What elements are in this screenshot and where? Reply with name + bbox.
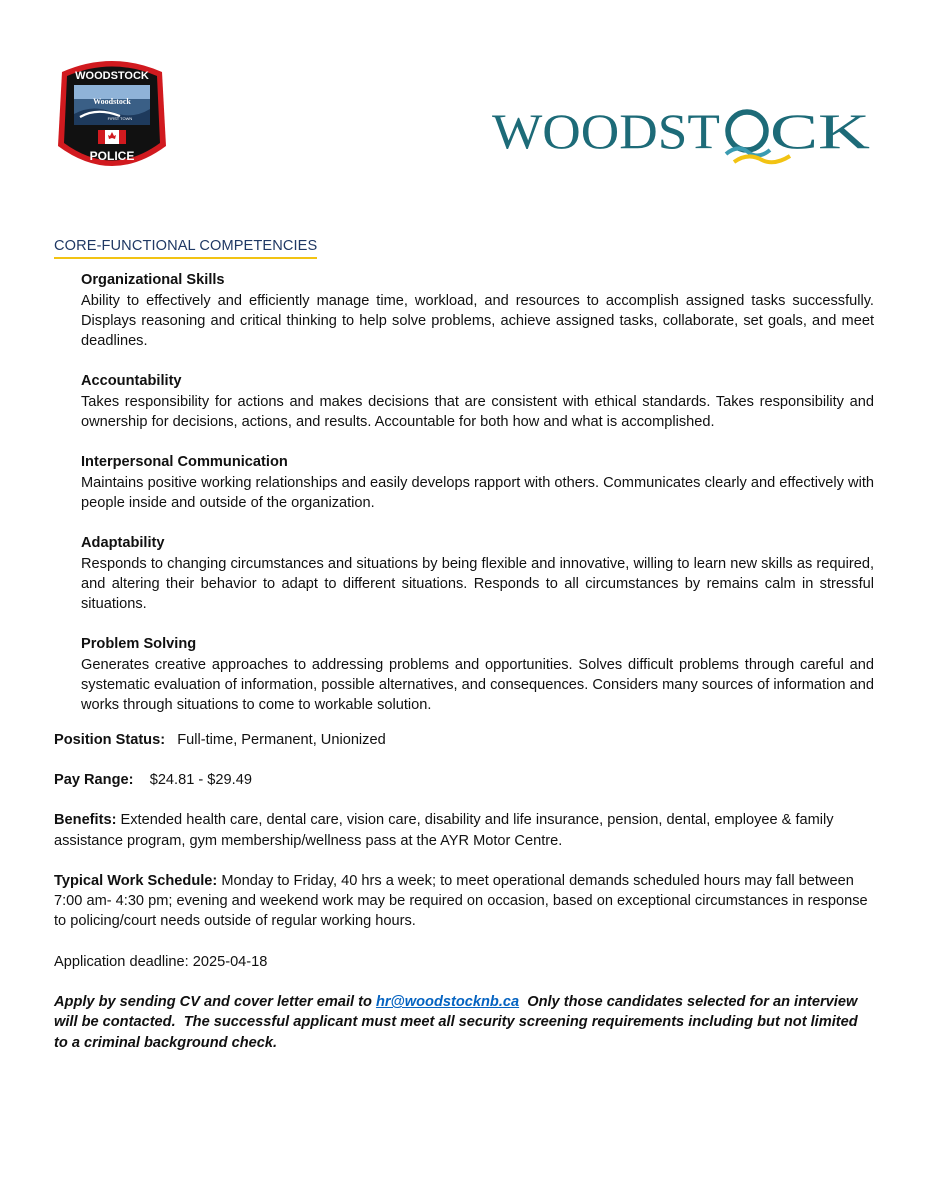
section-heading: CORE-FUNCTIONAL COMPETENCIES <box>54 236 317 259</box>
competency-title: Interpersonal Communication <box>81 454 288 471</box>
badge-town-text: Woodstock <box>93 97 131 106</box>
competency-problem-solving <box>81 634 874 715</box>
pay-range-value: $24.81 - $29.49 <box>149 771 252 788</box>
competency-accountability <box>81 371 874 432</box>
competency-interpersonal-communication <box>81 452 874 513</box>
position-status <box>54 730 874 750</box>
work-schedule-label: Typical Work Schedule: <box>54 872 218 889</box>
woodstock-town-logo <box>490 100 875 175</box>
competency-organizational-skills <box>81 270 874 351</box>
competency-adaptability <box>81 533 874 614</box>
police-badge-logo <box>52 54 172 178</box>
town-logo-text-right: CK <box>770 103 870 159</box>
work-schedule <box>54 871 874 932</box>
benefits-value: Extended health care, dental care, vision care, disability and life insurance, pension, dental, employee & family assistance program, gym membership/wellness pass at the AYR Motor Centre. <box>54 812 834 849</box>
badge-top-text: WOODSTOCK <box>75 70 149 82</box>
competency-title: Problem Solving <box>81 636 197 653</box>
badge-bottom-text: POLICE <box>89 149 135 163</box>
competency-description: Maintains positive working relationships and easily develops rapport with others. Communicates clearly and effectively with people inside and outside of the organization. <box>81 474 874 511</box>
competency-title: Organizational Skills <box>81 272 225 289</box>
pay-range-label: Pay Range: <box>54 771 134 788</box>
apply-text-after: Only those candidates selected for an interview will be contacted. The successful applicant must meet all security screening requirements including but not limited to a criminal background check. <box>54 994 862 1051</box>
work-schedule-value: Monday to Friday, 40 hrs a week; to meet operational demands scheduled hours may fall between 7:00 am- 4:30 pm; evening and weekend work may be required on occasion, based on exceptional circumstances in response to policing/court needs outside of regular working hours. <box>54 872 868 930</box>
benefits-label: Benefits: <box>54 812 117 829</box>
competency-title: Accountability <box>81 373 182 390</box>
badge-sub-text: FIRST TOWN <box>107 116 133 121</box>
competency-description: Takes responsibility for actions and makes decisions that are consistent with ethical standards. Takes responsibility and ownership for decisions, actions, and results. Accountable for both how and what is accomplished. <box>81 393 874 431</box>
town-logo-text-left: WOODST <box>492 103 720 159</box>
competency-description: Ability to effectively and efficiently manage time, workload, and resources to accomplish assigned tasks successfully. Displays reasoning and critical thinking to help solve problems, achieve assigned tasks, collaborate, set goals, and meet deadlines. <box>81 292 874 350</box>
position-status-value: Full-time, Permanent, Unionized <box>177 731 386 748</box>
position-status-label: Position Status: <box>54 731 166 748</box>
competency-description: Responds to changing circumstances and situations by being flexible and innovative, willing to learn new skills as required, and altering their behavior to adapt to different situations. Responds to all circumstances by remains calm in stressful situations. <box>81 555 874 613</box>
document-content <box>54 236 874 1053</box>
application-deadline: Application deadline: 2025-04-18 <box>54 953 268 970</box>
hr-email-link[interactable]: hr@woodstocknb.ca <box>375 994 520 1011</box>
apply-text-before: Apply by sending CV and cover letter email to <box>54 994 376 1011</box>
apply-instructions <box>54 992 874 1053</box>
benefits <box>54 810 874 851</box>
competency-title: Adaptability <box>81 535 165 552</box>
pay-range <box>54 770 874 790</box>
competency-description: Generates creative approaches to addressing problems and opportunities. Solves difficult problems through careful and systematic evaluation of information, possible alternatives, and consequences. Considers many sources of information and works through situations to come to workable solution. <box>81 656 874 714</box>
